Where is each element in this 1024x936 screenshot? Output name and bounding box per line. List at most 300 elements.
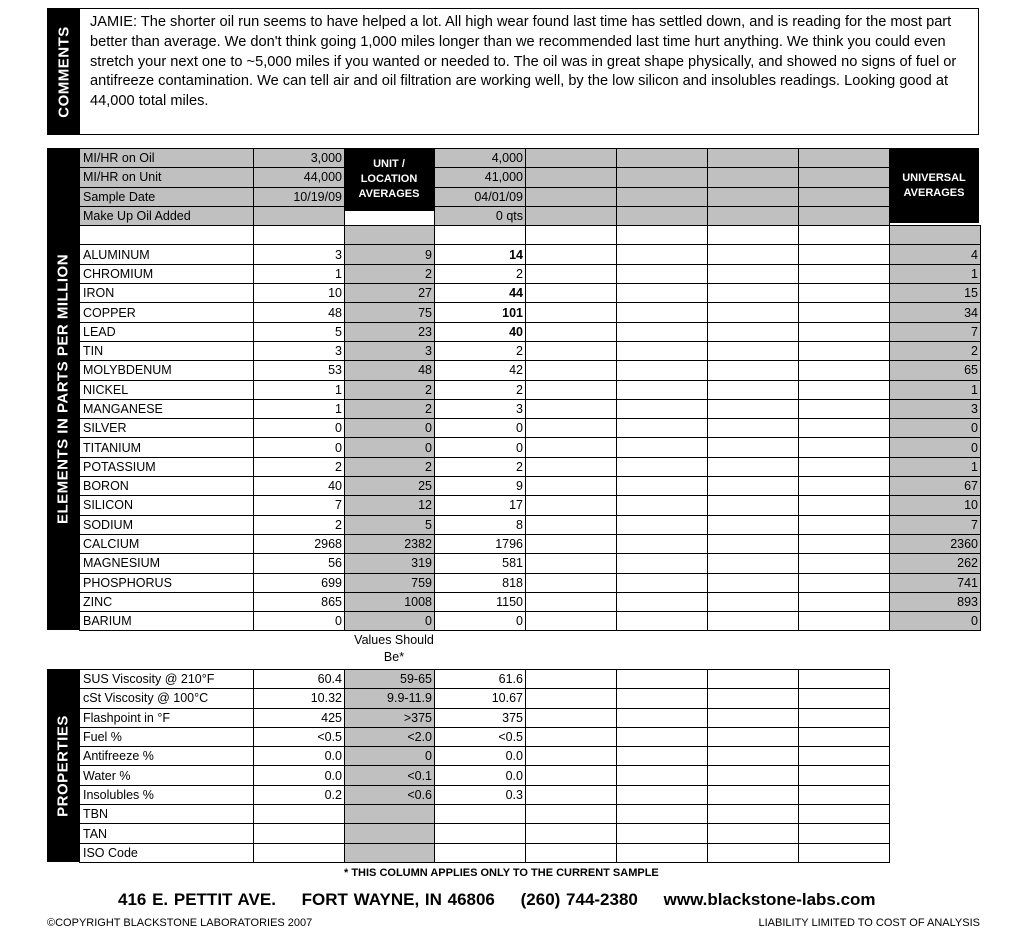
empty-cell xyxy=(617,785,708,804)
element-current: 0 xyxy=(254,438,345,457)
empty-cell xyxy=(799,284,890,303)
empty-cell xyxy=(799,766,890,785)
empty-cell xyxy=(526,477,617,496)
element-current: 3 xyxy=(254,245,345,264)
liability-note: LIABILITY LIMITED TO COST OF ANALYSIS xyxy=(758,917,980,929)
element-universal-average: 3 xyxy=(890,399,981,418)
empty-cell xyxy=(526,785,617,804)
property-row xyxy=(80,747,890,766)
empty-cell xyxy=(708,168,799,187)
sample-info-current: 3,000 xyxy=(254,149,345,168)
element-row xyxy=(80,496,981,515)
empty-cell xyxy=(617,766,708,785)
sample-info-current: 10/19/09 xyxy=(254,187,345,206)
element-current: 2 xyxy=(254,457,345,476)
sample-info-prev: 04/01/09 xyxy=(435,187,526,206)
empty-cell xyxy=(708,303,799,322)
element-current: 10 xyxy=(254,284,345,303)
property-previous xyxy=(435,805,526,824)
element-unit-average: 2 xyxy=(345,399,435,418)
element-universal-average: 0 xyxy=(890,419,981,438)
element-unit-average: 25 xyxy=(345,477,435,496)
property-row xyxy=(80,670,890,689)
element-current: 56 xyxy=(254,554,345,573)
property-current xyxy=(254,843,345,862)
element-universal-average: 1 xyxy=(890,380,981,399)
element-previous: 42 xyxy=(435,361,526,380)
element-previous: 14 xyxy=(435,245,526,264)
element-unit-average: 2 xyxy=(345,457,435,476)
element-row xyxy=(80,264,981,283)
empty-cell xyxy=(526,322,617,341)
property-previous: 0.0 xyxy=(435,747,526,766)
sample-info-current: 44,000 xyxy=(254,168,345,187)
empty-cell xyxy=(617,206,708,225)
empty-cell xyxy=(799,554,890,573)
properties-table xyxy=(79,669,890,863)
empty-cell xyxy=(708,496,799,515)
element-name: PHOSPHORUS xyxy=(80,573,254,592)
empty-cell xyxy=(799,187,890,206)
empty-cell xyxy=(617,245,708,264)
element-name: MANGANESE xyxy=(80,399,254,418)
empty-cell xyxy=(799,689,890,708)
empty-cell xyxy=(526,187,617,206)
property-current xyxy=(254,805,345,824)
element-row xyxy=(80,284,981,303)
empty-cell xyxy=(617,187,708,206)
element-universal-average: 2 xyxy=(890,341,981,360)
empty-cell xyxy=(617,747,708,766)
empty-cell xyxy=(799,206,890,225)
element-previous: 0 xyxy=(435,438,526,457)
property-current xyxy=(254,824,345,843)
street-address: 416 E. PETTIT AVE. xyxy=(118,890,276,909)
element-current: 53 xyxy=(254,361,345,380)
property-previous: 61.6 xyxy=(435,670,526,689)
empty-cell xyxy=(708,824,799,843)
property-name: Antifreeze % xyxy=(80,747,254,766)
element-row xyxy=(80,245,981,264)
empty-cell xyxy=(526,534,617,553)
empty-cell xyxy=(799,534,890,553)
element-previous: 9 xyxy=(435,477,526,496)
comments-label-text: COMMENTS xyxy=(55,25,73,118)
element-unit-average: 5 xyxy=(345,515,435,534)
element-universal-average: 7 xyxy=(890,322,981,341)
empty-cell xyxy=(617,496,708,515)
empty-cell xyxy=(799,303,890,322)
element-unit-average: 0 xyxy=(345,612,435,631)
empty-cell xyxy=(799,785,890,804)
element-universal-average: 0 xyxy=(890,438,981,457)
empty-cell xyxy=(526,573,617,592)
sample-info-row xyxy=(80,168,981,187)
properties-label xyxy=(47,669,79,862)
empty-cell xyxy=(617,612,708,631)
empty-cell xyxy=(708,206,799,225)
element-previous: 40 xyxy=(435,322,526,341)
empty-cell xyxy=(708,187,799,206)
property-current: 10.32 xyxy=(254,689,345,708)
element-universal-average: 7 xyxy=(890,515,981,534)
element-unit-average: 27 xyxy=(345,284,435,303)
element-unit-average: 319 xyxy=(345,554,435,573)
element-previous: 2 xyxy=(435,264,526,283)
empty-cell xyxy=(617,399,708,418)
empty-cell xyxy=(799,438,890,457)
empty-cell xyxy=(799,399,890,418)
empty-cell xyxy=(526,264,617,283)
element-name: ALUMINUM xyxy=(80,245,254,264)
element-name: LEAD xyxy=(80,322,254,341)
element-universal-average: 15 xyxy=(890,284,981,303)
element-unit-average: 48 xyxy=(345,361,435,380)
element-previous: 44 xyxy=(435,284,526,303)
element-row xyxy=(80,380,981,399)
empty-cell xyxy=(799,727,890,746)
empty-cell xyxy=(526,149,617,168)
empty-cell xyxy=(617,554,708,573)
empty-cell xyxy=(799,805,890,824)
element-universal-average: 4 xyxy=(890,245,981,264)
property-current: 425 xyxy=(254,708,345,727)
element-current: 3 xyxy=(254,341,345,360)
elements-label-text: ELEMENTS IN PARTS PER MILLION xyxy=(54,253,72,525)
property-name: ISO Code xyxy=(80,843,254,862)
empty-cell xyxy=(617,168,708,187)
empty-cell xyxy=(617,670,708,689)
empty-cell xyxy=(708,747,799,766)
empty-cell xyxy=(799,592,890,611)
element-universal-average: 893 xyxy=(890,592,981,611)
property-row xyxy=(80,805,890,824)
empty-cell xyxy=(708,149,799,168)
element-unit-average: 23 xyxy=(345,322,435,341)
element-previous: 581 xyxy=(435,554,526,573)
element-name: CALCIUM xyxy=(80,534,254,553)
empty-cell xyxy=(799,322,890,341)
empty-cell xyxy=(617,592,708,611)
elements-label xyxy=(47,148,79,630)
element-previous: 8 xyxy=(435,515,526,534)
element-universal-average: 1 xyxy=(890,457,981,476)
empty-cell xyxy=(708,805,799,824)
element-unit-average: 1008 xyxy=(345,592,435,611)
empty-cell xyxy=(526,245,617,264)
empty-cell xyxy=(526,284,617,303)
property-previous: 0.3 xyxy=(435,785,526,804)
empty-cell xyxy=(526,438,617,457)
empty-cell xyxy=(526,554,617,573)
elements-table xyxy=(79,148,981,631)
empty-cell xyxy=(435,226,526,245)
empty-cell xyxy=(617,380,708,399)
empty-cell xyxy=(526,805,617,824)
element-row xyxy=(80,534,981,553)
property-previous: 0.0 xyxy=(435,766,526,785)
properties-label-text: PROPERTIES xyxy=(54,714,72,817)
element-row xyxy=(80,592,981,611)
property-row xyxy=(80,785,890,804)
element-unit-average: 9 xyxy=(345,245,435,264)
property-name: Fuel % xyxy=(80,727,254,746)
element-current: 0 xyxy=(254,419,345,438)
empty-cell xyxy=(799,419,890,438)
empty-cell xyxy=(799,380,890,399)
sample-info-current xyxy=(254,206,345,225)
empty-cell xyxy=(617,341,708,360)
element-unit-average: 75 xyxy=(345,303,435,322)
empty-cell xyxy=(617,226,708,245)
element-unit-average: 3 xyxy=(345,341,435,360)
empty-cell xyxy=(526,843,617,862)
element-universal-average: 2360 xyxy=(890,534,981,553)
empty-cell xyxy=(526,515,617,534)
element-row xyxy=(80,554,981,573)
empty-cell xyxy=(708,399,799,418)
empty-cell xyxy=(708,670,799,689)
empty-cell xyxy=(526,670,617,689)
empty-cell xyxy=(617,727,708,746)
empty-cell xyxy=(708,708,799,727)
unit-averages-header: UNIT / LOCATION AVERAGES xyxy=(344,148,434,211)
empty-cell xyxy=(799,477,890,496)
empty-cell xyxy=(526,612,617,631)
empty-cell xyxy=(526,206,617,225)
element-previous: 0 xyxy=(435,612,526,631)
property-row xyxy=(80,689,890,708)
property-name: Water % xyxy=(80,766,254,785)
element-row xyxy=(80,322,981,341)
footnote: * THIS COLUMN APPLIES ONLY TO THE CURRENT SAMPLE xyxy=(344,867,659,879)
empty-cell xyxy=(617,361,708,380)
empty-cell xyxy=(617,477,708,496)
empty-cell xyxy=(799,226,890,245)
empty-cell xyxy=(708,573,799,592)
property-row xyxy=(80,843,890,862)
empty-cell xyxy=(799,612,890,631)
element-unit-average: 0 xyxy=(345,419,435,438)
element-current: 1 xyxy=(254,380,345,399)
empty-cell xyxy=(708,380,799,399)
property-row xyxy=(80,708,890,727)
element-previous: 17 xyxy=(435,496,526,515)
element-previous: 2 xyxy=(435,341,526,360)
empty-cell xyxy=(80,226,254,245)
element-universal-average: 1 xyxy=(890,264,981,283)
element-universal-average: 10 xyxy=(890,496,981,515)
spacer-row xyxy=(80,226,981,245)
element-name: COPPER xyxy=(80,303,254,322)
empty-cell xyxy=(890,226,981,245)
copyright: ©COPYRIGHT BLACKSTONE LABORATORIES 2007 xyxy=(47,917,313,929)
empty-cell xyxy=(708,592,799,611)
element-universal-average: 65 xyxy=(890,361,981,380)
property-should-be: <0.1 xyxy=(345,766,435,785)
empty-cell xyxy=(708,245,799,264)
empty-cell xyxy=(617,264,708,283)
empty-cell xyxy=(617,457,708,476)
property-current: 0.0 xyxy=(254,766,345,785)
empty-cell xyxy=(708,612,799,631)
property-should-be xyxy=(345,824,435,843)
sample-info-label: MI/HR on Unit xyxy=(80,168,254,187)
property-previous xyxy=(435,843,526,862)
empty-cell xyxy=(526,824,617,843)
empty-cell xyxy=(617,843,708,862)
empty-cell xyxy=(799,843,890,862)
property-current: 0.2 xyxy=(254,785,345,804)
empty-cell xyxy=(526,708,617,727)
property-should-be xyxy=(345,843,435,862)
comments-box xyxy=(47,8,979,135)
element-current: 865 xyxy=(254,592,345,611)
values-should-be-label: Values Should Be* xyxy=(354,633,434,664)
property-previous: 10.67 xyxy=(435,689,526,708)
empty-cell xyxy=(799,670,890,689)
element-universal-average: 67 xyxy=(890,477,981,496)
empty-cell xyxy=(708,438,799,457)
empty-cell xyxy=(526,399,617,418)
empty-cell xyxy=(708,477,799,496)
sample-info-row xyxy=(80,149,981,168)
empty-cell xyxy=(617,149,708,168)
empty-cell xyxy=(708,341,799,360)
property-should-be: <0.6 xyxy=(345,785,435,804)
comments-label xyxy=(48,9,80,134)
empty-cell xyxy=(799,573,890,592)
empty-cell xyxy=(526,419,617,438)
empty-cell xyxy=(799,341,890,360)
property-previous: 375 xyxy=(435,708,526,727)
empty-cell xyxy=(799,168,890,187)
property-row xyxy=(80,766,890,785)
element-name: TITANIUM xyxy=(80,438,254,457)
element-row xyxy=(80,477,981,496)
empty-cell xyxy=(526,747,617,766)
element-current: 1 xyxy=(254,264,345,283)
empty-cell xyxy=(708,785,799,804)
element-name: SILVER xyxy=(80,419,254,438)
element-unit-average: 759 xyxy=(345,573,435,592)
element-name: POTASSIUM xyxy=(80,457,254,476)
empty-cell xyxy=(617,534,708,553)
property-name: SUS Viscosity @ 210°F xyxy=(80,670,254,689)
element-current: 7 xyxy=(254,496,345,515)
empty-cell xyxy=(617,438,708,457)
property-row xyxy=(80,824,890,843)
empty-cell xyxy=(708,766,799,785)
empty-cell xyxy=(799,361,890,380)
element-current: 0 xyxy=(254,612,345,631)
website-link[interactable]: www.blackstone-labs.com xyxy=(663,890,876,909)
empty-cell xyxy=(526,457,617,476)
empty-cell xyxy=(708,515,799,534)
element-universal-average: 34 xyxy=(890,303,981,322)
universal-averages-header: UNIVERSAL AVERAGES xyxy=(889,148,979,223)
empty-cell xyxy=(617,824,708,843)
element-universal-average: 262 xyxy=(890,554,981,573)
empty-cell xyxy=(799,824,890,843)
empty-cell xyxy=(617,805,708,824)
empty-cell xyxy=(526,689,617,708)
element-row xyxy=(80,419,981,438)
element-previous: 0 xyxy=(435,419,526,438)
property-should-be: 9.9-11.9 xyxy=(345,689,435,708)
empty-cell xyxy=(799,245,890,264)
phone-number: (260) 744-2380 xyxy=(520,890,638,909)
empty-cell xyxy=(708,322,799,341)
empty-cell xyxy=(526,592,617,611)
element-current: 48 xyxy=(254,303,345,322)
sample-info-row xyxy=(80,206,981,225)
element-universal-average: 741 xyxy=(890,573,981,592)
empty-cell xyxy=(617,284,708,303)
empty-cell xyxy=(617,708,708,727)
empty-cell xyxy=(708,534,799,553)
element-current: 2 xyxy=(254,515,345,534)
empty-cell xyxy=(617,322,708,341)
empty-cell xyxy=(708,226,799,245)
empty-cell xyxy=(708,727,799,746)
element-name: SODIUM xyxy=(80,515,254,534)
property-should-be: 59-65 xyxy=(345,670,435,689)
property-should-be xyxy=(345,805,435,824)
empty-cell xyxy=(799,747,890,766)
element-previous: 818 xyxy=(435,573,526,592)
empty-cell xyxy=(526,168,617,187)
property-name: cSt Viscosity @ 100°C xyxy=(80,689,254,708)
empty-cell xyxy=(708,554,799,573)
empty-cell xyxy=(799,515,890,534)
empty-cell xyxy=(799,496,890,515)
element-unit-average: 0 xyxy=(345,438,435,457)
element-row xyxy=(80,573,981,592)
empty-cell xyxy=(526,341,617,360)
comments-text: JAMIE: The shorter oil run seems to have helped a lot. All high wear found last time has settled down, and is reading for the most part better than average. We don't think going 1,000 miles longer than we recommended last time hurt anything. We think you could even stretch your next one to ~5,000 miles if you wanted or needed to. The oil was in great shape physically, and showed no signs of fuel or antifreeze contamination. We can tell air and oil filtration are working well, by the low silicon and insolubles readings. Looking good at 44,000 total miles. xyxy=(90,14,957,110)
empty-cell xyxy=(799,457,890,476)
element-previous: 2 xyxy=(435,457,526,476)
property-current: <0.5 xyxy=(254,727,345,746)
empty-cell xyxy=(526,303,617,322)
element-name: NICKEL xyxy=(80,380,254,399)
empty-cell xyxy=(526,380,617,399)
property-previous: <0.5 xyxy=(435,727,526,746)
empty-cell xyxy=(708,457,799,476)
element-row xyxy=(80,341,981,360)
sample-info-label: MI/HR on Oil xyxy=(80,149,254,168)
element-row xyxy=(80,515,981,534)
property-current: 60.4 xyxy=(254,670,345,689)
element-row xyxy=(80,399,981,418)
element-previous: 1796 xyxy=(435,534,526,553)
element-current: 5 xyxy=(254,322,345,341)
element-row xyxy=(80,612,981,631)
element-unit-average: 2 xyxy=(345,380,435,399)
empty-cell xyxy=(617,303,708,322)
empty-cell xyxy=(617,689,708,708)
element-previous: 101 xyxy=(435,303,526,322)
element-current: 699 xyxy=(254,573,345,592)
property-row xyxy=(80,727,890,746)
property-should-be: 0 xyxy=(345,747,435,766)
element-row xyxy=(80,303,981,322)
element-previous: 3 xyxy=(435,399,526,418)
element-name: BORON xyxy=(80,477,254,496)
empty-cell xyxy=(799,708,890,727)
element-universal-average: 0 xyxy=(890,612,981,631)
